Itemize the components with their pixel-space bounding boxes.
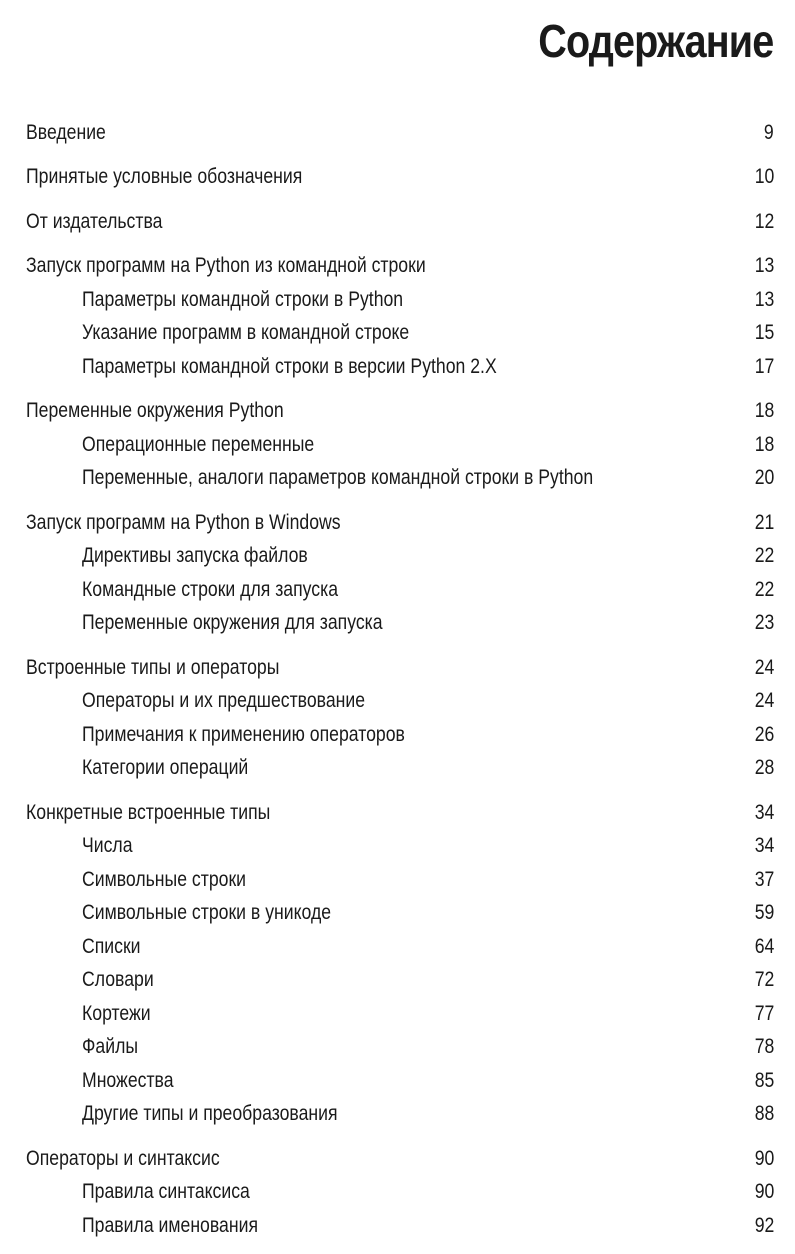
toc-chapter-entry[interactable]: [26, 116, 774, 150]
toc-section: [26, 250, 774, 384]
toc-chapter-entry[interactable]: [26, 205, 774, 239]
toc-subsection-entry-page-number: 15: [754, 321, 774, 345]
toc-subsection-entry-page-number: 24: [754, 689, 774, 713]
toc-subsection-entry-page-number: 23: [754, 611, 774, 635]
toc-subsection-entry[interactable]: [26, 718, 774, 752]
toc-chapter-entry-title: От издательства: [26, 209, 163, 233]
toc-subsection-entry[interactable]: [26, 897, 774, 931]
toc-subsection-entry-title: Переменные, аналоги параметров командной строки в Python: [82, 466, 594, 490]
toc-subsection-entry-page-number: 64: [754, 934, 774, 958]
table-of-contents: [26, 116, 774, 1254]
toc-subsection-entry[interactable]: [26, 317, 774, 351]
toc-chapter-entry[interactable]: [26, 1142, 774, 1176]
toc-subsection-entry[interactable]: [26, 685, 774, 719]
toc-subsection-entry-page-number: 18: [754, 432, 774, 456]
toc-subsection-entry[interactable]: [26, 428, 774, 462]
toc-chapter-entry-page-number: 10: [754, 165, 774, 189]
toc-subsection-entry-title: Числа: [82, 834, 133, 858]
toc-subsection-entry-page-number: 20: [754, 466, 774, 490]
toc-subsection-entry-page-number: 59: [754, 901, 774, 925]
toc-subsection-entry[interactable]: [26, 1209, 774, 1243]
toc-subsection-entry[interactable]: [26, 1031, 774, 1065]
toc-section: [26, 796, 774, 1131]
toc-subsection-entry[interactable]: [26, 752, 774, 786]
toc-subsection-entry-page-number: 72: [754, 968, 774, 992]
toc-subsection-entry-page-number: 88: [754, 1102, 774, 1126]
toc-subsection-entry[interactable]: [26, 573, 774, 607]
toc-subsection-entry-title: Символьные строки в уникоде: [82, 901, 332, 925]
toc-subsection-entry[interactable]: [26, 462, 774, 496]
toc-subsection-entry-title: Операционные переменные: [82, 432, 315, 456]
toc-subsection-entry-title: Другие типы и преобразования: [82, 1102, 338, 1126]
toc-subsection-entry-title: Категории операций: [82, 756, 249, 780]
toc-subsection-entry-title: Множества: [82, 1068, 174, 1092]
toc-chapter-entry[interactable]: [26, 250, 774, 284]
toc-subsection-entry-page-number: 13: [754, 287, 774, 311]
toc-subsection-entry-page-number: 17: [754, 354, 774, 378]
toc-subsection-entry-title: Параметры командной строки в версии Python 2.X: [82, 354, 497, 378]
toc-subsection-entry[interactable]: [26, 997, 774, 1031]
toc-subsection-entry-title: Операторы и их предшествование: [82, 689, 366, 713]
toc-section: [26, 1142, 774, 1243]
toc-subsection-entry-page-number: 34: [754, 834, 774, 858]
toc-subsection-entry-page-number: 90: [754, 1180, 774, 1204]
toc-section: [26, 161, 774, 195]
toc-chapter-entry-page-number: 9: [764, 120, 774, 144]
toc-subsection-entry-page-number: 26: [754, 722, 774, 746]
toc-subsection-entry[interactable]: [26, 1098, 774, 1132]
toc-chapter-entry[interactable]: [26, 651, 774, 685]
toc-subsection-entry-page-number: 92: [754, 1213, 774, 1237]
toc-subsection-entry-page-number: 85: [754, 1068, 774, 1092]
toc-subsection-entry-title: Правила синтаксиса: [82, 1180, 250, 1204]
toc-subsection-entry-page-number: 22: [754, 544, 774, 568]
toc-subsection-entry[interactable]: [26, 964, 774, 998]
toc-section: [26, 116, 774, 150]
toc-chapter-entry-title: Встроенные типы и операторы: [26, 655, 280, 679]
toc-subsection-entry-page-number: 22: [754, 577, 774, 601]
toc-subsection-entry[interactable]: [26, 350, 774, 384]
toc-section: [26, 506, 774, 640]
toc-subsection-entry-title: Примечания к применению операторов: [82, 722, 405, 746]
toc-chapter-entry-page-number: 34: [754, 800, 774, 824]
toc-subsection-entry-title: Параметры командной строки в Python: [82, 287, 404, 311]
toc-subsection-entry-title: Переменные окружения для запуска: [82, 611, 383, 635]
toc-section: [26, 205, 774, 239]
toc-chapter-entry-page-number: 90: [754, 1146, 774, 1170]
page-title: Содержание: [537, 15, 773, 67]
toc-subsection-entry-page-number: 37: [754, 867, 774, 891]
toc-chapter-entry[interactable]: [26, 161, 774, 195]
toc-chapter-entry-page-number: 21: [754, 510, 774, 534]
toc-subsection-entry-page-number: 77: [754, 1001, 774, 1025]
toc-chapter-entry-title: Запуск программ на Python из командной строки: [26, 254, 426, 278]
toc-subsection-entry-title: Правила именования: [82, 1213, 259, 1237]
toc-subsection-entry[interactable]: [26, 540, 774, 574]
toc-subsection-entry-title: Командные строки для запуска: [82, 577, 339, 601]
toc-chapter-entry-title: Конкретные встроенные типы: [26, 800, 271, 824]
toc-subsection-entry-title: Списки: [82, 934, 141, 958]
toc-subsection-entry-title: Словари: [82, 968, 154, 992]
toc-subsection-entry[interactable]: [26, 1176, 774, 1210]
toc-subsection-entry-title: Символьные строки: [82, 867, 247, 891]
toc-section: [26, 651, 774, 785]
toc-section: [26, 395, 774, 496]
toc-chapter-entry[interactable]: [26, 395, 774, 429]
toc-chapter-entry-page-number: 12: [754, 209, 774, 233]
toc-chapter-entry-title: Переменные окружения Python: [26, 399, 284, 423]
toc-chapter-entry[interactable]: [26, 796, 774, 830]
toc-subsection-entry-page-number: 28: [754, 756, 774, 780]
toc-subsection-entry[interactable]: [26, 930, 774, 964]
toc-subsection-entry[interactable]: [26, 1064, 774, 1098]
toc-subsection-entry-title: Указание программ в командной строке: [82, 321, 410, 345]
toc-subsection-entry[interactable]: [26, 830, 774, 864]
toc-chapter-entry-title: Принятые условные обозначения: [26, 165, 303, 189]
toc-chapter-entry-title: Введение: [26, 120, 106, 144]
toc-subsection-entry[interactable]: [26, 863, 774, 897]
toc-subsection-entry[interactable]: [26, 283, 774, 317]
toc-chapter-entry[interactable]: [26, 506, 774, 540]
toc-chapter-entry-page-number: 24: [754, 655, 774, 679]
toc-subsection-entry-title: Директивы запуска файлов: [82, 544, 308, 568]
toc-subsection-entry-title: Файлы: [82, 1035, 139, 1059]
toc-chapter-entry-page-number: 18: [754, 399, 774, 423]
toc-subsection-entry-title: Кортежи: [82, 1001, 151, 1025]
toc-chapter-entry-title: Операторы и синтаксис: [26, 1146, 220, 1170]
toc-chapter-entry-page-number: 13: [754, 254, 774, 278]
toc-subsection-entry-page-number: 78: [754, 1035, 774, 1059]
toc-chapter-entry-title: Запуск программ на Python в Windows: [26, 510, 341, 534]
toc-subsection-entry[interactable]: [26, 607, 774, 641]
